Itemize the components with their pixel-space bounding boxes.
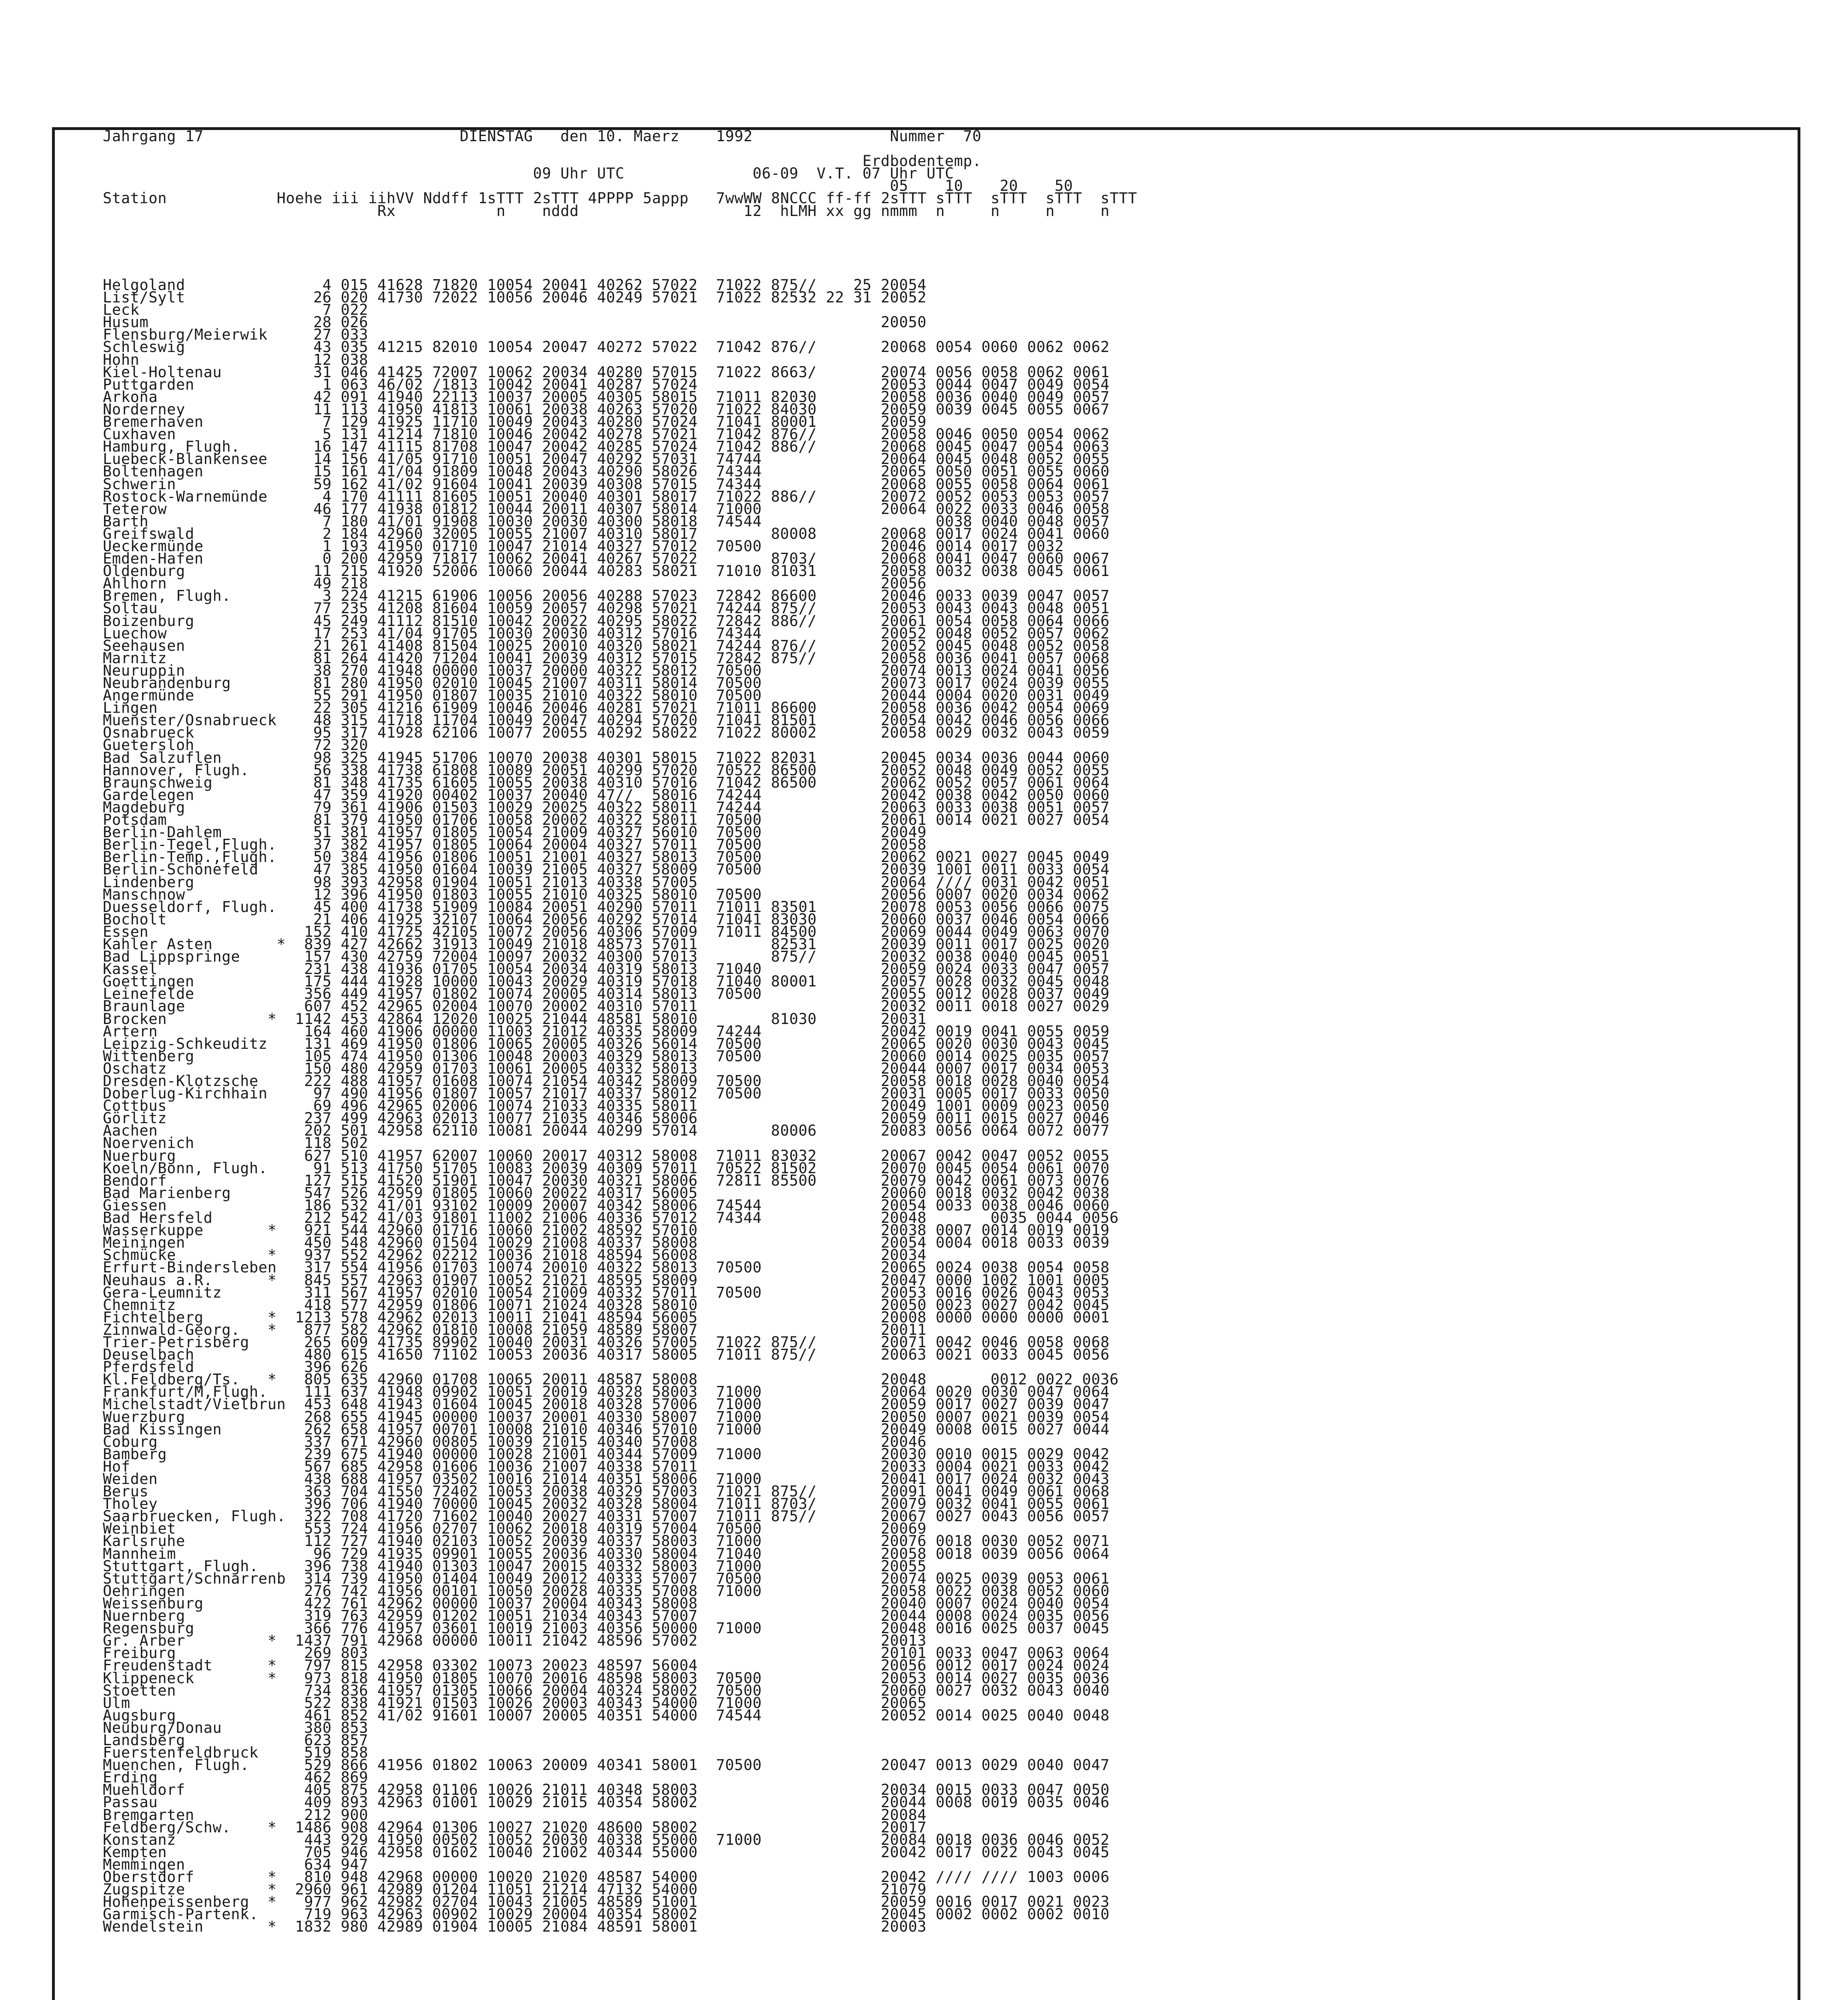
table-row: Regensburg 366 776 41957 03601 10019 21003 40356 50000 71000 20048 0016 0025 0037 0045 xyxy=(103,1620,1110,1637)
header-number-label: Nummer 70 xyxy=(890,128,982,145)
table-row: Lindenberg 98 393 42958 01904 10051 21013 40338 57005 20064 //// 0031 0042 0051 xyxy=(103,873,1110,891)
table-row: Wendelstein * 1832 980 42989 01904 10005 21084 48591 58001 20003 xyxy=(103,1918,927,1936)
table-row: Leipzig-Schkeuditz 131 469 41950 01806 10065 20005 40326 56014 70500 20065 0020 0030 0043 0045 xyxy=(103,1035,1110,1052)
table-row: Osnabrueck 95 317 41928 62106 10077 20055 40292 58022 71022 80002 20058 0029 0032 0043 0059 xyxy=(103,724,1110,742)
table-row: Bendorf 127 515 41520 51901 10047 20030 40321 58006 72811 85500 20079 0042 0061 0073 0076 xyxy=(103,1172,1110,1189)
table-row: Garmisch-Partenk. 719 963 42963 00902 10029 20004 40354 58002 20045 0002 0002 0002 0010 xyxy=(103,1906,1110,1923)
table-row: Neubrandenburg 81 280 41950 02010 10045 21007 40311 58014 70500 20073 0017 0024 0039 0055 xyxy=(103,674,1110,692)
table-row: Nuerburg 627 510 41957 62007 10060 20017 40312 58008 71011 83032 20067 0042 0047 0052 0055 xyxy=(103,1147,1110,1164)
table-row: Weiden 438 688 41957 03502 10016 21014 40351 58006 71000 20041 0017 0024 0032 0043 xyxy=(103,1470,1110,1488)
col-ffff-sub: xx gg xyxy=(826,202,872,220)
table-row: Puttgarden 1 063 46/02 /1813 10042 20041 40287 57024 20053 0044 0047 0049 0054 xyxy=(103,376,1110,393)
header-date-label: DIENSTAG den 10. Maerz xyxy=(460,128,680,145)
table-row: Oberstdorf * 810 948 42968 00000 10020 21020 48587 54000 20042 //// //// 1003 0006 xyxy=(103,1868,1110,1886)
table-row: Schwerin 59 162 41/02 91604 10041 20039 40308 57015 74344 20068 0055 0058 0064 0061 xyxy=(103,475,1110,493)
table-row: Kassel 231 438 41936 01705 10054 20034 40319 58013 71040 20059 0024 0033 0047 0057 xyxy=(103,960,1110,978)
table-row: Nuernberg 319 763 42959 01202 10051 21034 40343 57007 20044 0008 0024 0035 0056 xyxy=(103,1607,1110,1625)
table-row: Bad Salzuflen 98 325 41945 51706 10070 20038 40301 58015 71022 82031 20045 0034 0036 0044 0060 xyxy=(103,749,1110,766)
table-row: Dresden-Klotzsche 222 488 41957 01608 10074 21054 40342 58009 70500 20058 0018 0028 0040 0054 xyxy=(103,1072,1110,1090)
table-row: Barth 7 180 41/01 91908 10030 20030 40300 58018 74544 0038 0040 0048 0057 xyxy=(103,512,1110,530)
table-row: Bad Hersfeld 212 542 41/03 91801 11002 21006 40336 57012 74344 20048 0035 0044 0056 xyxy=(103,1209,1119,1227)
table-row: Zugspitze * 2960 961 42989 01204 11051 21214 47132 54000 21079 xyxy=(103,1881,927,1898)
table-row: Seehausen 21 261 41408 81504 10025 20010 40320 58021 74244 876// 20052 0045 0048 0052 0058 xyxy=(103,637,1110,654)
table-row: Stuttgart, Flugh. 396 738 41940 01303 10047 20015 40332 58003 71000 20055 xyxy=(103,1557,927,1575)
col-2sttt: 2sTTT xyxy=(533,190,579,207)
table-row: Saarbruecken, Flugh. 322 708 41720 71602 10040 20027 40331 57007 71011 875// 20067 0027 0043 0056 0057 xyxy=(103,1508,1110,1525)
table-row: Bremen, Flugh. 3 224 41215 61906 10056 20056 40288 57023 72842 86600 20046 0033 0039 0047 0057 xyxy=(103,587,1110,605)
table-row: Karlsruhe 112 727 41940 02103 10052 20039 40337 58003 71000 20076 0018 0030 0052 0071 xyxy=(103,1532,1110,1550)
report-header xyxy=(103,128,1137,220)
col-iii: iii xyxy=(331,190,359,207)
header-period: 06-09 V.T. xyxy=(753,165,853,182)
table-row: Schleswig 43 035 41215 82010 10054 20047 40272 57022 71042 876// 20068 0054 0060 0062 0062 xyxy=(103,338,1110,356)
table-row: Leck 7 022 xyxy=(103,301,368,319)
table-row: Kempten 705 946 42958 01602 10040 21002 40344 55000 20042 0017 0022 0043 0045 xyxy=(103,1843,1110,1861)
table-row: Fuerstenfeldbruck 519 858 xyxy=(103,1744,368,1762)
table-row: Gardelegen 47 359 41920 00402 10037 20040 47// 58016 74244 20042 0038 0042 0050 0060 xyxy=(103,786,1110,804)
table-row: Braunschweig 81 348 41735 61605 10055 20038 40310 57016 71042 86500 20062 0052 0057 0061 0064 xyxy=(103,774,1110,791)
table-row: Wuerzburg 268 655 41945 00000 10037 20001 40330 58007 71000 20050 0007 0021 0039 0054 xyxy=(103,1408,1110,1426)
table-row: Oehringen 276 742 41956 00101 10050 20028 40335 57008 71000 20058 0022 0038 0052 0060 xyxy=(103,1582,1110,1600)
table-row: Noervenich 118 502 xyxy=(103,1134,368,1152)
table-row: Landsberg 623 857 xyxy=(103,1731,368,1749)
table-row: Memmingen 634 947 xyxy=(103,1856,368,1873)
table-row: Helgoland 4 015 41628 71820 10054 20041 40262 57022 71022 875// 25 20054 xyxy=(103,276,927,294)
table-row: Doberlug-Kirchhain 97 490 41956 01807 10057 21017 40337 58012 70500 20031 0005 0017 0033 0050 xyxy=(103,1085,1110,1102)
table-row: Guetersloh 72 320 xyxy=(103,736,368,754)
table-row: Neuhaus a.R. * 845 557 42963 01907 10052 21021 48595 58009 20047 0000 1002 1001 0005 xyxy=(103,1271,1110,1289)
table-row: Duesseldorf, Flugh. 45 400 41738 51909 10084 20051 40290 57011 71011 83501 20078 0053 0056 0066 0075 xyxy=(103,898,1110,916)
table-row: Tholey 396 706 41940 70000 10045 20032 40328 58004 71011 8703/ 20079 0032 0041 0055 0061 xyxy=(103,1495,1110,1513)
table-row: Frankfurt/M,Flugh. 111 637 41948 09902 10051 20019 40328 58003 71000 20064 0020 0030 0047 0064 xyxy=(103,1383,1110,1401)
table-row: Wittenberg 105 474 41950 01306 10048 20003 40329 58013 70500 20060 0014 0025 0035 0057 xyxy=(103,1047,1110,1065)
table-row: Erding 462 869 xyxy=(103,1769,368,1786)
table-row: Brocken * 1142 453 42864 12020 10025 21044 48581 58010 81030 20031 xyxy=(103,1010,927,1028)
table-row: Boizenburg 45 249 41112 81510 10042 20022 40295 58022 72842 886// 20061 0054 0058 0064 0066 xyxy=(103,612,1110,630)
table-row: Soltau 77 235 41208 81604 10059 20057 40298 57021 74244 875// 20053 0043 0043 0048 0051 xyxy=(103,600,1110,617)
table-row: Fichtelberg * 1213 578 42962 02013 10011 21041 48594 56005 20008 0000 0000 0000 0001 xyxy=(103,1308,1110,1326)
table-row: Rostock-Warnemünde 4 170 41111 81605 10051 20040 40301 58017 71022 886// 20072 0052 0053 0053 0057 xyxy=(103,488,1110,505)
table-row: Luechow 17 253 41/04 91705 10030 20030 40312 57016 74344 20052 0048 0052 0057 0062 xyxy=(103,624,1110,642)
table-row: Hof 567 685 42958 01606 10036 21007 40338 57011 20033 0004 0021 0033 0042 xyxy=(103,1458,1110,1475)
table-row: Ahlhorn 49 218 20056 xyxy=(103,575,927,592)
table-row: Bocholt 21 406 41925 32107 10064 20056 40292 57014 71041 83030 20060 0037 0046 0054 0066 xyxy=(103,910,1110,928)
table-row: Freiburg 269 803 20101 0033 0047 0063 0064 xyxy=(103,1644,1110,1662)
table-row: Berlin-Dahlem 51 381 41957 01805 10054 21009 40327 56010 70500 20049 xyxy=(103,824,927,841)
table-row: Bad Marienberg 547 526 42959 01805 10060 20022 40317 56005 20060 0018 0032 0042 0038 xyxy=(103,1184,1110,1202)
table-row: Norderney 11 113 41950 41813 10061 20038 40263 57020 71022 84030 20059 0039 0045 0055 0067 xyxy=(103,400,1110,418)
table-row: Husum 28 026 20050 xyxy=(103,314,927,331)
table-row: Bamberg 239 675 41940 00000 10028 21001 40344 57009 71000 20030 0010 0015 0029 0042 xyxy=(103,1445,1110,1463)
col-1sttt: 1sTTT xyxy=(478,190,524,207)
station-table xyxy=(103,276,1119,1936)
table-row: Hohn 12 038 xyxy=(103,351,368,368)
table-row: Klippeneck * 973 818 41950 01805 10070 20016 48598 58003 70500 20053 0014 0027 0035 0036 xyxy=(103,1669,1110,1687)
col-2sttt-b: 2sTTT xyxy=(881,190,927,207)
table-row: Braunlage 607 452 42965 02004 10070 20002 40310 57011 20032 0011 0018 0027 0029 xyxy=(103,998,1110,1015)
table-row: Cuxhaven 5 131 41214 71810 10046 20042 40278 57021 71042 876// 20058 0046 0050 0054 0062 xyxy=(103,426,1110,443)
table-row: Zinnwald-Georg. * 877 582 42962 01810 10008 21059 48589 58007 20011 xyxy=(103,1321,927,1338)
table-row: Kl.Feldberg/Ts. * 805 635 42960 01708 10065 20011 48587 58008 20048 0012 0022 0036 xyxy=(103,1371,1119,1388)
table-row: List/Sylt 26 020 41730 72022 10056 20046 40249 57021 71022 82532 22 31 20052 xyxy=(103,289,927,306)
table-row: Feldberg/Schw. * 1486 908 42964 01306 10027 21020 48600 58002 20017 xyxy=(103,1818,927,1836)
col-8nccc-sub: hLMH xyxy=(780,202,817,220)
header-soil-time: 07 Uhr UTC xyxy=(862,165,954,182)
table-row: Berus 363 704 41550 72402 10053 20038 40329 57003 71021 875// 20091 0041 0049 0061 0068 xyxy=(103,1483,1110,1500)
table-row: Freudenstadt * 797 815 42958 03302 10073 20023 48597 56004 20056 0012 0017 0024 0024 xyxy=(103,1657,1110,1674)
table-row: Görlitz 237 499 42963 02013 10077 21035 40346 58006 20059 0011 0015 0027 0046 xyxy=(103,1110,1110,1127)
table-row: Koeln/Bonn, Flugh. 91 513 41750 51705 10083 20039 40309 57011 70522 81502 20070 0045 0054 0061 0070 xyxy=(103,1159,1110,1177)
table-row: Teterow 46 177 41938 01812 10044 20011 40307 58014 71000 20064 0022 0033 0046 0058 xyxy=(103,500,1110,518)
table-row: Potsdam 81 379 41950 01706 10058 20002 40322 58011 70500 20061 0014 0021 0027 0054 xyxy=(103,811,1110,829)
table-row: Muehldorf 405 875 42958 01106 10026 21011 40348 58003 20034 0015 0033 0047 0050 xyxy=(103,1781,1110,1799)
header-year: 1992 xyxy=(716,128,753,145)
table-row: Angermünde 55 291 41950 01807 10035 21010 40322 58010 70500 20044 0004 0020 0031 0049 xyxy=(103,687,1110,704)
col-soil: sTTT sTTT sTTT sTTT xyxy=(936,190,1137,207)
table-row: Essen 152 410 41725 42105 10072 20056 40306 57009 71011 84500 20069 0044 0049 0063 0070 xyxy=(103,923,1110,940)
table-row: Passau 409 893 42963 01001 10029 21015 40354 58002 20044 0008 0019 0035 0046 xyxy=(103,1794,1110,1811)
header-depths: 05 10 20 50 xyxy=(890,177,1073,195)
table-row: Berlin-Tegel,Flugh. 37 382 41957 01805 10064 20004 40327 57011 70500 20058 xyxy=(103,836,927,854)
col-5appp: 5appp xyxy=(643,190,689,207)
table-row: Emden-Hafen 0 200 42959 71817 10062 20041 40267 57022 8703/ 20068 0041 0047 0060 0067 xyxy=(103,550,1110,568)
table-row: Ulm 522 838 41921 01503 10026 20003 40343 54000 71000 20065 xyxy=(103,1694,927,1712)
header-obs-time: 09 Uhr UTC xyxy=(533,165,625,182)
table-row: Oldenburg 11 215 41920 52006 10060 20044 40283 58021 71010 81031 20058 0032 0038 0045 0061 xyxy=(103,562,1110,580)
table-row: Arkona 42 091 41940 22113 10037 20005 40305 58015 71011 82030 20058 0036 0040 0049 0057 xyxy=(103,388,1110,406)
table-row: Bad Kissingen 262 658 41957 00701 10008 21010 40346 57010 71000 20049 0008 0015 0027 0044 xyxy=(103,1420,1110,1438)
table-row: Konstanz 443 929 41950 00502 10052 20030 40338 55000 71000 20084 0018 0036 0046 0052 xyxy=(103,1831,1110,1848)
col-4pppp: 4PPPP xyxy=(588,190,634,207)
table-row: Neuruppin 38 270 41948 00000 10037 20000 40322 58012 70500 20074 0013 0024 0041 0056 xyxy=(103,662,1110,679)
table-row: Berlin-Schönefeld 47 385 41950 01604 10039 21005 40327 58009 70500 20039 1001 0011 0033 0054 xyxy=(103,861,1110,878)
table-row: Ueckermünde 1 193 41950 01710 10047 21014 40327 57012 70500 20046 0014 0017 0032 xyxy=(103,537,1064,555)
table-row: Leinefelde 356 449 41957 01802 10074 20005 40314 58013 70500 20055 0012 0028 0037 0049 xyxy=(103,985,1110,1003)
table-row: Kahler Asten * 839 427 42662 31913 10049 21018 48573 57011 82531 20039 0011 0017 0025 0020 xyxy=(103,935,1110,953)
table-row: Marnitz 81 264 41420 71204 10041 20039 40312 57015 72842 875// 20058 0036 0041 0057 0068 xyxy=(103,649,1110,667)
table-row: Stoetten 734 836 41957 01305 10066 20004 40324 58002 70500 20060 0027 0032 0043 0040 xyxy=(103,1682,1110,1699)
header-year-label: Jahrgang 17 xyxy=(103,128,204,145)
table-row: Artern 164 460 41906 00000 11003 21012 40335 58009 74244 20042 0019 0041 0055 0059 xyxy=(103,1022,1110,1040)
table-row: Bad Lippspringe 157 430 42759 72004 10097 20032 40300 57013 875// 20032 0038 0040 0045 0051 xyxy=(103,948,1110,966)
col-2sttt-sub: nddd xyxy=(542,202,579,220)
table-row: Flensburg/Meierwik 27 033 xyxy=(103,326,368,344)
table-row: Berlin-Temp.,Flugh. 50 384 41956 01806 10051 21001 40327 58013 70500 20062 0021 0027 0045 0049 xyxy=(103,848,1110,866)
table-row: Coburg 337 671 42960 00805 10039 21015 40340 57008 20046 xyxy=(103,1433,927,1450)
table-row: Greifswald 2 184 42960 32005 10055 21007 40310 58017 80008 20068 0017 0024 0041 0060 xyxy=(103,525,1110,542)
table-row: Schmücke * 937 552 42962 02212 10036 21018 48594 56008 20034 xyxy=(103,1246,927,1264)
table-row: Aachen 202 501 42958 62110 10081 20044 40299 57014 80006 20083 0056 0064 0072 0077 xyxy=(103,1122,1110,1140)
table-row: Gera-Leumnitz 311 567 41957 02010 10054 21009 40332 57011 70500 20053 0016 0026 0043 0053 xyxy=(103,1284,1110,1301)
table-row: Neuburg/Donau 380 853 xyxy=(103,1719,368,1736)
table-row: Michelstadt/Vielbrun 453 648 41943 01604 10045 20018 40328 57006 71000 20059 0017 0027 0039 0047 xyxy=(103,1396,1110,1413)
table-row: Mannheim 96 729 41935 09901 10055 20036 40330 58004 71040 20058 0018 0039 0056 0064 xyxy=(103,1545,1110,1562)
header-soil-label: Erdbodentemp. xyxy=(862,152,982,170)
table-row: Goettingen 175 444 41928 10000 10043 20029 40319 57018 71040 80001 20057 0028 0032 0045 0048 xyxy=(103,973,1110,990)
col-ffff: ff-ff xyxy=(826,190,872,207)
table-row: Gr. Arber * 1437 791 42968 00000 10011 21042 48596 57002 20013 xyxy=(103,1632,927,1650)
table-row: Lingen 22 305 41216 61909 10046 20046 40281 57021 71011 86600 20058 0036 0042 0054 0069 xyxy=(103,699,1110,717)
table-row: Wasserkuppe * 921 544 42960 01716 10060 21002 48592 57010 20038 0007 0014 0019 0019 xyxy=(103,1222,1110,1239)
table-row: Magdeburg 79 361 41906 01503 10029 20025 40322 58011 74244 20063 0033 0038 0051 0057 xyxy=(103,798,1110,816)
col-2sttt-b-sub: nmmm xyxy=(881,202,918,220)
table-row: Bremgarten 212 900 20084 xyxy=(103,1806,927,1824)
report-sheet xyxy=(52,127,1800,2000)
table-row: Cottbus 69 496 42965 02006 10074 21033 40335 58011 20049 1001 0009 0023 0050 xyxy=(103,1097,1110,1115)
table-row: Muenchen, Flugh. 529 866 41956 01802 10063 20009 40341 58001 70500 20047 0013 0029 0040 0047 xyxy=(103,1756,1110,1774)
col-7wwww-sub: 12 xyxy=(743,202,762,220)
col-station: Station xyxy=(103,190,167,207)
table-row: Hohenpeissenberg * 977 962 42982 02704 10043 21005 48589 51001 20059 0016 0017 0021 0023 xyxy=(103,1893,1110,1911)
table-row: Meiningen 450 548 42960 01504 10029 21008 40337 58008 20054 0004 0018 0033 0039 xyxy=(103,1234,1110,1252)
table-row: Hannover, Flugh. 56 338 41738 61808 10089 20051 40299 57020 70522 86500 20052 0048 0049 0052 0055 xyxy=(103,761,1110,779)
table-row: Weissenburg 422 761 42962 00000 10037 20004 40343 58008 20040 0007 0024 0040 0054 xyxy=(103,1594,1110,1612)
table-row: Luebeck-Blankensee 14 156 41/05 91710 10051 20047 40292 57031 74744 20064 0045 0048 0052 0055 xyxy=(103,450,1110,468)
table-row: Manschnow 12 396 41950 01803 10055 21010 40325 58010 70500 20056 0007 0020 0034 0062 xyxy=(103,886,1110,903)
col-soil-sub: n n n n xyxy=(935,202,1110,220)
table-row: Boltenhagen 15 161 41/04 91809 10048 20043 40290 58026 74344 20065 0050 0051 0055 0060 xyxy=(103,463,1110,480)
table-row: Hamburg, Flugh. 16 147 41115 81708 10047 20042 40285 57024 71042 886// 20068 0045 0047 0054 0063 xyxy=(103,438,1110,456)
col-nddff: Nddff xyxy=(423,190,469,207)
col-1sttt-sub: n xyxy=(496,202,506,220)
col-7wwww: 7wwWW xyxy=(716,190,762,207)
table-row: Oschatz 150 480 42959 01703 10061 20005 40332 58013 20044 0007 0017 0034 0053 xyxy=(103,1060,1110,1077)
table-row: Bremerhaven 7 129 41925 11710 10049 20043 40280 57024 71041 80001 20059 xyxy=(103,413,927,431)
table-row: Giessen 186 532 41/01 93102 10009 20007 40342 58006 74544 20054 0033 0038 0046 0060 xyxy=(103,1196,1110,1214)
table-row: Pferdsfeld 396 626 xyxy=(103,1358,368,1376)
table-row: Deuselbach 480 615 41650 71102 10053 20036 40317 58005 71011 875// 20063 0021 0033 0045 0056 xyxy=(103,1346,1110,1364)
table-row: Erfurt-Bindersleben 317 554 41956 01703 10074 20010 40322 58013 70500 20065 0024 0038 0054 0058 xyxy=(103,1259,1110,1276)
col-iihvv: iihVV xyxy=(368,190,414,207)
col-iihvv-sub: Rx xyxy=(377,202,396,220)
table-row: Trier-Petrisberg 265 609 41735 89902 10040 20031 40326 57005 71022 875// 20071 0042 0046 0058 0068 xyxy=(103,1333,1110,1351)
table-row: Augsburg 461 852 41/02 91601 10007 20005 40351 54000 74544 20052 0014 0025 0040 0048 xyxy=(103,1706,1110,1724)
col-8nccc: 8NCCC xyxy=(771,190,817,207)
table-row: Stuttgart/Schnarrenb 314 739 41950 01404 10049 20012 40333 57007 70500 20074 0025 0039 0053 0061 xyxy=(103,1570,1110,1587)
table-row: Kiel-Holtenau 31 046 41425 72007 10062 20034 40280 57015 71022 8663/ 20074 0056 0058 0062 0061 xyxy=(103,363,1110,381)
table-row: Weinbiet 553 724 41956 02707 10062 20018 40319 57004 70500 20069 xyxy=(103,1520,927,1538)
table-row: Muenster/Osnabrueck 48 315 41718 11704 10049 20047 40294 57020 71041 81501 20054 0042 0046 0056 0066 xyxy=(103,712,1110,729)
col-hoehe: Hoehe xyxy=(276,190,323,207)
table-row: Chemnitz 418 577 42959 01806 10071 21024 40328 58010 20050 0023 0027 0042 0045 xyxy=(103,1296,1110,1314)
